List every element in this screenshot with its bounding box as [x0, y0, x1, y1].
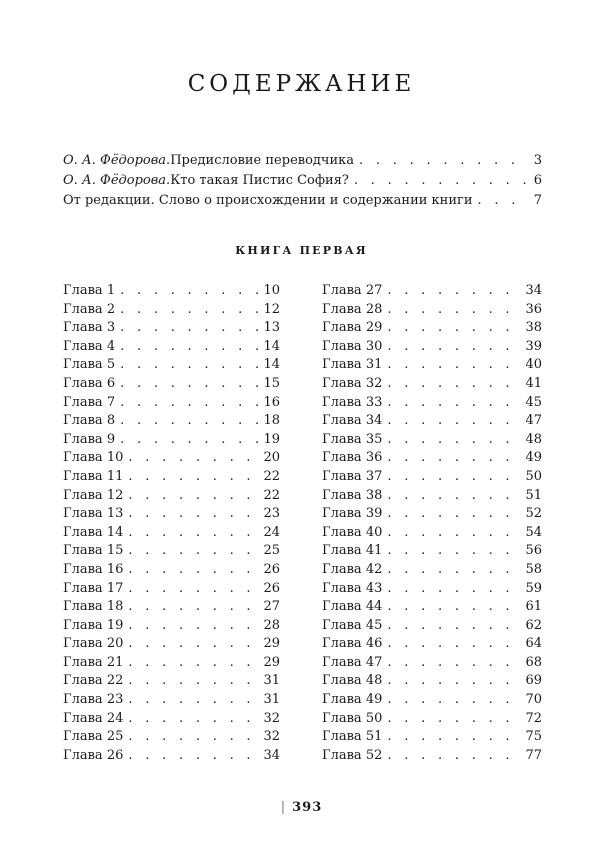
chapter-entry[interactable]: [322, 468, 542, 487]
page-separator: |: [280, 800, 287, 815]
chapter-label: Глава 46: [322, 636, 383, 652]
chapter-page: 18: [263, 413, 280, 429]
dot-leader: [120, 338, 258, 357]
chapter-label: Глава 25: [63, 729, 124, 745]
chapter-entry[interactable]: [322, 580, 542, 599]
dot-leader: [387, 561, 520, 580]
chapter-page: 49: [525, 450, 542, 466]
dot-leader: [120, 356, 258, 375]
dot-leader: [387, 524, 520, 543]
chapter-entry[interactable]: [63, 542, 280, 561]
dot-leader: [387, 672, 520, 691]
chapter-page: 32: [263, 710, 280, 726]
chapter-page: 72: [525, 710, 542, 726]
chapter-entry[interactable]: [63, 747, 280, 766]
chapter-entry[interactable]: [322, 672, 542, 691]
dot-leader: [387, 394, 520, 413]
chapter-page: 26: [263, 580, 280, 596]
chapter-entry[interactable]: [63, 598, 280, 617]
chapter-label: Глава 24: [63, 710, 124, 726]
chapter-label: Глава 19: [63, 617, 124, 633]
page-footer: [0, 800, 603, 815]
dot-leader: [128, 728, 258, 747]
chapter-page: 12: [263, 301, 280, 317]
chapter-label: Глава 18: [63, 599, 124, 615]
chapter-label: Глава 2: [63, 301, 116, 317]
dot-leader: [128, 487, 258, 506]
dot-leader: [120, 412, 258, 431]
chapter-label: Глава 16: [63, 561, 124, 577]
dot-leader: [128, 468, 258, 487]
chapter-label: Глава 31: [322, 357, 383, 373]
chapter-entry[interactable]: [63, 635, 280, 654]
chapter-page: 62: [525, 617, 542, 633]
chapter-label: Глава 41: [322, 543, 383, 559]
chapter-entry[interactable]: [63, 412, 280, 431]
dot-leader: [128, 524, 258, 543]
chapter-entry[interactable]: [63, 431, 280, 450]
chapter-entry[interactable]: [63, 468, 280, 487]
chapter-page: 19: [263, 431, 280, 447]
toc-entry[interactable]: [63, 191, 542, 211]
dot-leader: [128, 542, 258, 561]
dot-leader: [128, 635, 258, 654]
entry-title: Предисловие переводчика: [170, 153, 355, 168]
chapter-entry[interactable]: [322, 319, 542, 338]
dot-leader: [120, 375, 258, 394]
chapter-page: 15: [263, 375, 280, 391]
chapter-label: Глава 9: [63, 431, 116, 447]
dot-leader: [387, 580, 520, 599]
dot-leader: [128, 710, 258, 729]
chapter-label: Глава 51: [322, 729, 383, 745]
chapter-page: 68: [525, 654, 542, 670]
dot-leader: [120, 301, 258, 320]
chapter-entry[interactable]: [63, 487, 280, 506]
entry-page: 6: [533, 173, 542, 188]
chapter-page: 56: [525, 543, 542, 559]
dot-leader: [128, 449, 258, 468]
dot-leader: [354, 171, 529, 191]
dot-leader: [128, 580, 258, 599]
chapter-entry[interactable]: [322, 412, 542, 431]
chapter-entry[interactable]: [322, 449, 542, 468]
dot-leader: [387, 375, 520, 394]
chapter-entry[interactable]: [63, 338, 280, 357]
chapter-entry[interactable]: [322, 542, 542, 561]
chapter-page: 59: [525, 580, 542, 596]
chapter-page: 34: [263, 747, 280, 763]
dot-leader: [387, 301, 520, 320]
chapter-entry[interactable]: [63, 301, 280, 320]
dot-leader: [387, 710, 520, 729]
chapter-entry[interactable]: [322, 617, 542, 636]
dot-leader: [387, 319, 520, 338]
chapter-entry[interactable]: [322, 710, 542, 729]
chapter-page: 29: [263, 636, 280, 652]
chapter-page: 61: [525, 599, 542, 615]
chapter-label: Глава 3: [63, 320, 116, 336]
chapter-entry[interactable]: [322, 505, 542, 524]
toc-entry[interactable]: [63, 171, 542, 191]
dot-leader: [387, 542, 520, 561]
dot-leader: [128, 654, 258, 673]
chapter-page: 38: [525, 320, 542, 336]
chapter-page: 16: [263, 394, 280, 410]
dot-leader: [120, 431, 258, 450]
chapter-entry[interactable]: [63, 672, 280, 691]
dot-leader: [387, 412, 520, 431]
chapter-label: Глава 15: [63, 543, 124, 559]
chapter-page: 64: [525, 636, 542, 652]
chapter-entry[interactable]: [63, 580, 280, 599]
chapter-entry[interactable]: [322, 282, 542, 301]
chapter-entry[interactable]: [322, 431, 542, 450]
dot-leader: [387, 747, 520, 766]
dot-leader: [387, 635, 520, 654]
chapter-label: Глава 1: [63, 283, 116, 298]
dot-leader: [387, 598, 520, 617]
chapter-label: Глава 28: [322, 301, 383, 317]
chapter-column-left: [63, 282, 280, 765]
chapter-label: Глава 12: [63, 487, 124, 503]
chapter-entry[interactable]: [322, 375, 542, 394]
dot-leader: [120, 319, 258, 338]
chapter-label: Глава 52: [322, 747, 383, 763]
chapter-entry[interactable]: [322, 561, 542, 580]
chapter-label: Глава 21: [63, 654, 124, 670]
chapter-entry[interactable]: [63, 356, 280, 375]
chapter-page: 39: [525, 338, 542, 354]
chapter-label: Глава 35: [322, 431, 383, 447]
dot-leader: [387, 691, 520, 710]
dot-leader: [128, 598, 258, 617]
chapter-column-right: [322, 282, 542, 765]
chapter-label: Глава 34: [322, 413, 383, 429]
chapter-label: Глава 36: [322, 450, 383, 466]
chapter-entry[interactable]: [63, 319, 280, 338]
chapter-label: Глава 32: [322, 375, 383, 391]
chapter-entry[interactable]: [322, 635, 542, 654]
chapter-entry[interactable]: [63, 449, 280, 468]
chapter-label: Глава 40: [322, 524, 383, 540]
chapter-page: 48: [525, 431, 542, 447]
entry-page: 3: [533, 153, 542, 168]
dot-leader: [387, 338, 520, 357]
chapter-label: Глава 50: [322, 710, 383, 726]
chapter-entry[interactable]: [63, 691, 280, 710]
chapter-page: 69: [525, 673, 542, 689]
chapter-label: Глава 27: [322, 283, 383, 298]
chapter-label: Глава 13: [63, 506, 124, 522]
entry-author: О. А. Фёдорова.: [63, 173, 171, 188]
chapter-label: Глава 43: [322, 580, 383, 596]
chapter-page: 75: [525, 729, 542, 745]
chapter-label: Глава 26: [63, 747, 124, 763]
chapter-entry[interactable]: [322, 394, 542, 413]
chapter-label: Глава 17: [63, 580, 124, 596]
chapter-entry[interactable]: [322, 654, 542, 673]
dot-leader: [387, 468, 520, 487]
chapter-page: 36: [525, 301, 542, 317]
chapter-page: 13: [263, 320, 280, 336]
entry-author: О. А. Фёдорова.: [63, 153, 171, 168]
dot-leader: [128, 691, 258, 710]
dot-leader: [387, 505, 520, 524]
chapter-entry[interactable]: [322, 524, 542, 543]
chapter-label: Глава 23: [63, 692, 124, 708]
toc-entry[interactable]: [63, 151, 542, 171]
chapter-page: 31: [263, 673, 280, 689]
chapter-page: 52: [525, 506, 542, 522]
chapter-page: 51: [525, 487, 542, 503]
chapter-page: 29: [263, 654, 280, 670]
chapter-entry[interactable]: [63, 728, 280, 747]
front-matter-list: [63, 151, 542, 211]
dot-leader: [359, 151, 529, 171]
chapter-label: Глава 4: [63, 338, 116, 354]
chapter-page: 14: [263, 357, 280, 373]
chapter-label: Глава 6: [63, 375, 116, 391]
chapter-label: Глава 29: [322, 320, 383, 336]
chapter-page: 40: [525, 357, 542, 373]
dot-leader: [387, 449, 520, 468]
dot-leader: [120, 394, 258, 413]
dot-leader: [387, 487, 520, 506]
chapter-page: 26: [263, 561, 280, 577]
chapter-label: Глава 7: [63, 394, 116, 410]
chapter-page: 70: [525, 692, 542, 708]
chapter-page: 22: [263, 468, 280, 484]
dot-leader: [387, 356, 520, 375]
page-number: 393: [292, 800, 323, 815]
chapter-label: Глава 22: [63, 673, 124, 689]
dot-leader: [120, 282, 258, 301]
chapter-label: Глава 48: [322, 673, 383, 689]
chapter-label: Глава 11: [63, 468, 124, 484]
chapter-entry[interactable]: [63, 654, 280, 673]
chapter-entry[interactable]: [63, 710, 280, 729]
chapter-entry[interactable]: [322, 747, 542, 766]
chapter-label: Глава 42: [322, 561, 383, 577]
chapter-entry[interactable]: [322, 691, 542, 710]
chapter-label: Глава 33: [322, 394, 383, 410]
chapter-entry[interactable]: [63, 375, 280, 394]
chapter-label: Глава 8: [63, 413, 116, 429]
dot-leader: [128, 747, 258, 766]
chapter-page: 24: [263, 524, 280, 540]
dot-leader: [387, 617, 520, 636]
chapter-label: Глава 38: [322, 487, 383, 503]
chapter-page: 32: [263, 729, 280, 745]
dot-leader: [128, 561, 258, 580]
dot-leader: [128, 617, 258, 636]
chapter-page: 45: [525, 394, 542, 410]
chapter-page: 34: [525, 283, 542, 298]
chapter-entry[interactable]: [322, 487, 542, 506]
chapter-entry[interactable]: [63, 561, 280, 580]
chapter-label: Глава 37: [322, 468, 383, 484]
dot-leader: [387, 282, 520, 301]
chapter-page: 10: [263, 283, 280, 298]
chapter-entry[interactable]: [63, 505, 280, 524]
chapter-entry[interactable]: [322, 338, 542, 357]
dot-leader: [387, 431, 520, 450]
chapter-label: Глава 47: [322, 654, 383, 670]
dot-leader: [387, 654, 520, 673]
chapter-page: 23: [263, 506, 280, 522]
chapter-page: 47: [525, 413, 542, 429]
chapter-entry[interactable]: [322, 728, 542, 747]
chapter-label: Глава 5: [63, 357, 116, 373]
entry-page: 7: [533, 193, 542, 208]
chapter-entry[interactable]: [63, 524, 280, 543]
chapter-entry[interactable]: [322, 301, 542, 320]
chapter-entry[interactable]: [63, 617, 280, 636]
chapter-label: Глава 20: [63, 636, 124, 652]
chapter-page: 31: [263, 692, 280, 708]
chapter-label: Глава 10: [63, 450, 124, 466]
chapter-page: 22: [263, 487, 280, 503]
chapter-page: 50: [525, 468, 542, 484]
chapter-page: 77: [525, 747, 542, 763]
chapter-page: 20: [263, 450, 280, 466]
chapter-entry[interactable]: [63, 394, 280, 413]
dot-leader: [387, 728, 520, 747]
chapter-label: Глава 49: [322, 692, 383, 708]
chapter-page: 27: [263, 599, 280, 615]
chapter-label: Глава 30: [322, 338, 383, 354]
chapter-page: 41: [525, 375, 542, 391]
dot-leader: [128, 505, 258, 524]
page-title: СОДЕРЖАНИЕ: [187, 71, 416, 98]
chapter-entry[interactable]: [63, 282, 280, 301]
dot-leader: [478, 191, 529, 211]
chapter-page: 14: [263, 338, 280, 354]
chapter-label: Глава 39: [322, 506, 383, 522]
chapter-page: 25: [263, 543, 280, 559]
chapter-page: 54: [525, 524, 542, 540]
chapter-page: 58: [525, 561, 542, 577]
chapter-label: Глава 44: [322, 599, 383, 615]
chapter-label: Глава 14: [63, 524, 124, 540]
dot-leader: [128, 672, 258, 691]
section-heading: КНИГА ПЕРВАЯ: [235, 244, 368, 257]
chapter-label: Глава 45: [322, 617, 383, 633]
entry-title: Кто такая Пистис София?: [170, 173, 349, 188]
chapter-page: 28: [263, 617, 280, 633]
chapter-entry[interactable]: [322, 356, 542, 375]
entry-title: От редакции. Слово о происхождении и содержании книги: [63, 193, 473, 208]
chapter-entry[interactable]: [322, 598, 542, 617]
